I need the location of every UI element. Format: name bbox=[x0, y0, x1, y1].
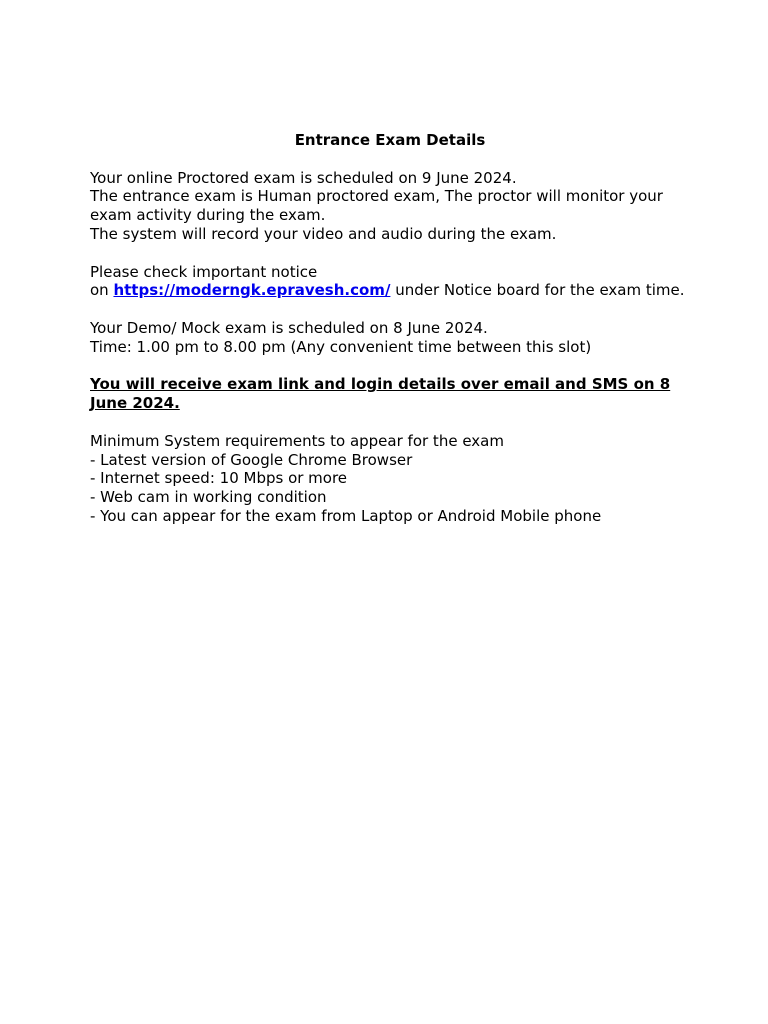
notice-paragraph bbox=[90, 263, 690, 301]
exam-link-notice: You will receive exam link and login details over email and SMS on 8 June 2024. bbox=[90, 375, 671, 413]
exam-schedule-text: Your online Proctored exam is scheduled on 9 June 2024. bbox=[90, 168, 517, 187]
mock-exam-paragraph bbox=[90, 319, 690, 357]
notice-line: Please check important notice bbox=[90, 262, 318, 281]
requirement-item: - Internet speed: 10 Mbps or more bbox=[90, 469, 348, 488]
notice-suffix: under Notice board for the exam time. bbox=[390, 281, 685, 300]
document-title: Entrance Exam Details bbox=[294, 131, 486, 149]
notice-prefix: on bbox=[90, 281, 114, 300]
requirement-item: - Web cam in working condition bbox=[90, 488, 327, 507]
notice-board-link[interactable]: https://moderngk.epravesh.com/ bbox=[113, 281, 391, 300]
notice-link-line bbox=[90, 281, 690, 300]
requirements-section bbox=[90, 432, 690, 526]
intro-paragraph bbox=[90, 169, 690, 244]
mock-exam-date-text: Your Demo/ Mock exam is scheduled on 8 June 2024. bbox=[90, 318, 488, 337]
mock-exam-time-text: Time: 1.00 pm to 8.00 pm (Any convenient time between this slot) bbox=[90, 337, 592, 356]
requirements-heading: Minimum System requirements to appear for the exam bbox=[90, 431, 504, 450]
recording-info-text: The system will record your video and audio during the exam. bbox=[90, 224, 557, 243]
requirement-item: - Latest version of Google Chrome Browser bbox=[90, 450, 413, 469]
requirements-list bbox=[90, 451, 690, 526]
document-page bbox=[90, 131, 690, 545]
proctor-info-text: The entrance exam is Human proctored exam, The proctor will monitor your exam activity during the exam. bbox=[90, 187, 663, 225]
requirement-item: - You can appear for the exam from Laptop or Android Mobile phone bbox=[90, 506, 602, 525]
